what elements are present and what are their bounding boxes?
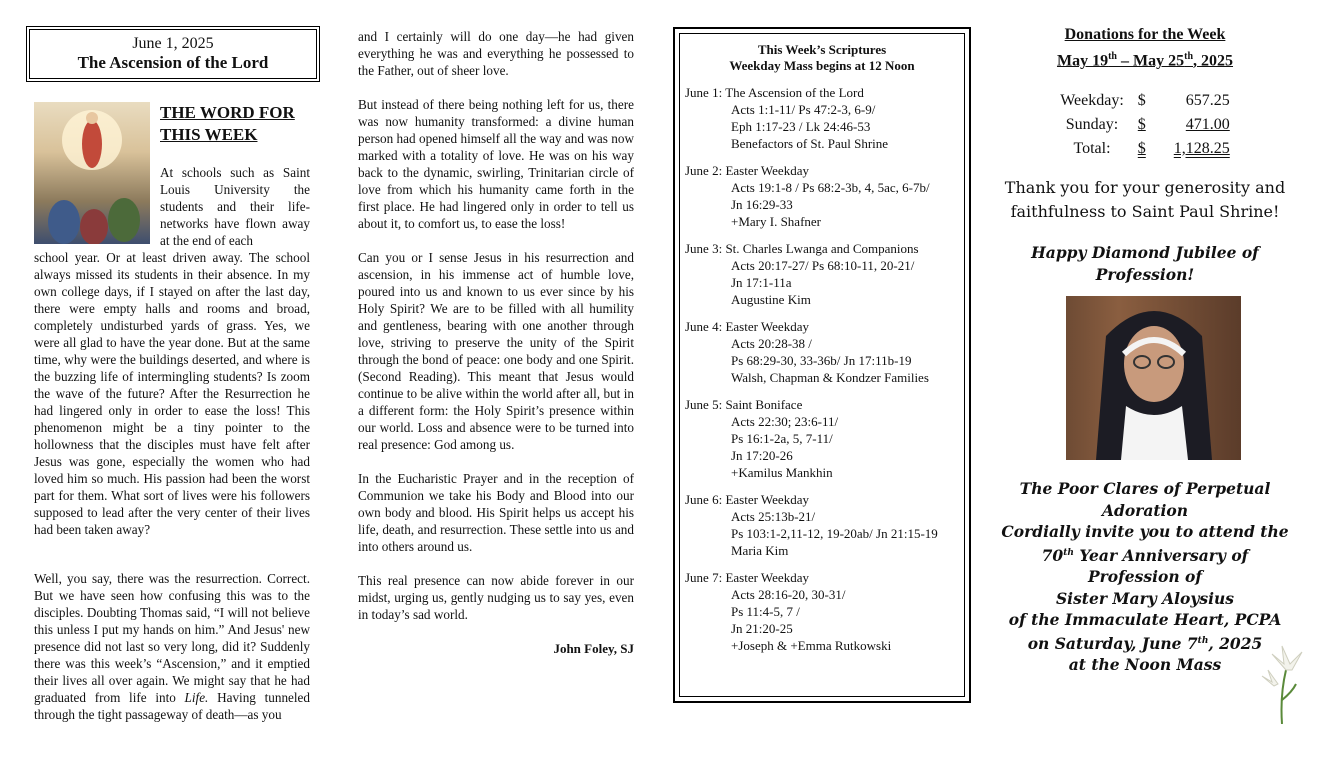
- scriptures-inner: [679, 33, 965, 697]
- scripture-reading: Acts 22:30; 23:6-11/: [731, 414, 839, 429]
- sister-photo: [1066, 296, 1241, 460]
- row-amount: 471.00: [1185, 116, 1230, 134]
- lily-flower-icon: [1252, 640, 1310, 724]
- invite-line: at the Noon Mass: [1068, 655, 1222, 675]
- word-heading: [160, 102, 295, 146]
- scripture-reading: +Mary I. Shafner: [731, 214, 821, 229]
- row-amount: 1,128.25: [1173, 140, 1230, 158]
- scripture-reading: Walsh, Chapman & Kondzer Families: [731, 370, 929, 385]
- scripture-reading: Maria Kim: [731, 543, 789, 558]
- scripture-reading: Jn 16:29-33: [731, 197, 793, 212]
- date-header: [26, 26, 324, 82]
- donation-row: [1054, 114, 1236, 136]
- row-currency: $: [1137, 116, 1146, 134]
- article-paragraph: In the Eucharistic Prayer and in the reception of Communion we take his Body and Blood into our own body and blood. His Spirit helps us accept his life, death, and resurrection. These settle into us and into others around us.: [358, 471, 634, 554]
- invite-line: Sister Mary Aloysius: [1055, 588, 1235, 608]
- scripture-reading: Ps 103:1-2,11-12, 19-20ab/ Jn 21:15-19: [731, 526, 938, 541]
- article-life-word: Life.: [184, 690, 209, 705]
- scripture-reading: Jn 17:20-26: [731, 448, 793, 463]
- donation-row: [1054, 90, 1236, 112]
- scripture-reading: Jn 17:1-11a: [731, 275, 792, 290]
- scriptures-title: [680, 42, 964, 74]
- scripture-day: [680, 569, 964, 654]
- donations-table: [1052, 88, 1238, 162]
- row-label: Sunday:: [1065, 116, 1119, 134]
- row-label: Weekday:: [1060, 92, 1124, 110]
- author-signature: John Foley, SJ: [553, 641, 634, 656]
- article-body-2a: Well, you say, there was the resurrection. Correct. But we have seen how confusing this was to the disciples. Doubting Thomas said, “I will not believe this unless I put my hands on him.” And Jesus' new presence did not last so very long, did it? Suddenly there was this week’s “Ascension,” and it emptied their lives all over again. We might say that he had graduated from life into: [34, 571, 310, 705]
- article-paragraph: This real presence can now abide forever in our midst, urging us, gently nudging us to say yes, even in today’s sad world.: [358, 573, 634, 622]
- invite-line: on Saturday, June 7th, 2025: [1027, 633, 1263, 653]
- row-amount: 657.25: [1185, 92, 1230, 110]
- date-box: [26, 26, 320, 82]
- donation-row: [1054, 138, 1236, 160]
- article-paragraph: But instead of there being nothing left for us, there was now humanity transformed: a divine human person had opened himself all the way and was now marked with a totality of love. He was on his way back to the dynamic, swirling, Trinitarian circle of love from which his humanity came forth in the first place. He had lingered only in order to tell us about it, to comfort us, to ease the loss!: [358, 97, 634, 231]
- scripture-reading: Acts 19:1-8 / Ps 68:2-3b, 4, 5ac, 6-7b/: [731, 180, 930, 195]
- invite-line: Cordially invite you to attend the: [1001, 522, 1289, 541]
- scriptures-heading: This Week’s Scriptures: [757, 42, 887, 57]
- article-paragraph: and I certainly will do one day—he had given everything he was and everything he possessed to the Father, out of sheer love.: [358, 29, 634, 78]
- row-currency: $: [1137, 140, 1146, 158]
- scripture-day-heading: June 3: St. Charles Lwanga and Companions: [685, 241, 919, 256]
- scripture-reading: Jn 21:20-25: [731, 621, 793, 636]
- invite-line: The Poor Clares of Perpetual Adoration: [1019, 479, 1271, 520]
- scriptures-subheading: Weekday Mass begins at 12 Noon: [729, 58, 915, 73]
- scripture-reading: Acts 28:16-20, 30-31/: [731, 587, 846, 602]
- scripture-day-heading: June 7: Easter Weekday: [685, 570, 809, 585]
- scripture-day: [680, 491, 964, 559]
- scripture-reading: Acts 20:17-27/ Ps 68:10-11, 20-21/: [731, 258, 915, 273]
- scripture-day-heading: June 6: Easter Weekday: [685, 492, 809, 507]
- scripture-days: [680, 84, 964, 654]
- scripture-reading: Augustine Kim: [731, 292, 811, 307]
- scripture-day: [680, 318, 964, 386]
- scripture-reading: Eph 1:17-23 / Lk 24:46-53: [731, 119, 871, 134]
- row-currency: $: [1137, 92, 1146, 110]
- scripture-reading: Ps 11:4-5, 7 /: [731, 604, 800, 619]
- scripture-reading: +Kamilus Mankhin: [731, 465, 833, 480]
- article-body-1: school year. Or at least driven away. The school always missed its students in their absence. In my own college days, if I stayed on after the last day, there were empty halls and rooms and broad, completely undisturbed yards of grass. Yes, we were all glad to have the year done. But at the same time, why were the buildings deserted, and where is the buzzing life of intermingling students? Is zoom the wave of the future? After the Resurrection he had lingered only in order to ease the loss! This phenomenon might be a tiny pointer to the hollowness that the disciples must have felt after Jesus was gone, especially the women who had loved him so much. His passion had been the worst part for them. What sort of lives were his followers supposed to lead after the very center of their lives had been taken away?: [34, 250, 310, 537]
- thank-you-note: Thank you for your generosity and faithfulness to Saint Paul Shrine!: [1004, 178, 1286, 222]
- scripture-day-heading: June 5: Saint Boniface: [685, 397, 803, 412]
- article-intro: At schools such as Saint Louis University the students and their life-networks have flown away at the end of each: [160, 165, 310, 248]
- donations-title: Donations for the Week: [1064, 26, 1226, 43]
- invite-line: 70th Year Anniversary of Profession of: [1041, 545, 1249, 587]
- scripture-day: [680, 396, 964, 481]
- scripture-day: [680, 162, 964, 230]
- scripture-reading: Acts 1:1-11/ Ps 47:2-3, 6-9/: [731, 102, 876, 117]
- row-label: Total:: [1073, 140, 1111, 158]
- word-heading-line1: THE WORD FOR: [160, 103, 295, 122]
- bulletin-date: June 1, 2025: [132, 35, 214, 52]
- scripture-reading: +Joseph & +Emma Rutkowski: [731, 638, 892, 653]
- donations-column: [990, 24, 1300, 286]
- article-paragraph: Can you or I sense Jesus in his resurrection and ascension, in his immense act of humble love, poured into us and known to us ever since by his Holy Spirit? We are to be filled with all humility and gentleness, bearing with one another through love, striving to preserve the unity of the Spirit through the bond of peace: one body and one Spirit. (Second Reading). This meant that Jesus would continue to be alive within the world after all, but in a different form: the Holy Spirit’s presence within our world. Loss and absence were to be turned into real presence: God among us.: [358, 250, 634, 452]
- scripture-reading: Benefactors of St. Paul Shrine: [731, 136, 889, 151]
- scripture-reading: Ps 16:1-2a, 5, 7-11/: [731, 431, 833, 446]
- word-heading-line2: THIS WEEK: [160, 125, 258, 144]
- scripture-day: [680, 240, 964, 308]
- invitation: [1000, 478, 1290, 676]
- scripture-reading: Ps 68:29-30, 33-36b/ Jn 17:11b-19: [731, 353, 912, 368]
- ascension-painting: [34, 102, 150, 244]
- scripture-day-heading: June 1: The Ascension of the Lord: [685, 85, 864, 100]
- scripture-day-heading: June 4: Easter Weekday: [685, 319, 809, 334]
- jubilee-heading: Happy Diamond Jubilee of Profession!: [1031, 243, 1259, 285]
- donations-range: May 19th – May 25th, 2025: [1056, 51, 1234, 70]
- scripture-reading: Acts 20:28-38 /: [731, 336, 812, 351]
- scriptures-box: [673, 27, 971, 703]
- scripture-day: [680, 84, 964, 152]
- scripture-day-heading: June 2: Easter Weekday: [685, 163, 809, 178]
- feast-title: The Ascension of the Lord: [77, 53, 269, 72]
- article-column-2: [358, 28, 634, 657]
- invite-line: of the Immaculate Heart, PCPA: [1008, 610, 1282, 630]
- scripture-reading: Acts 25:13b-21/: [731, 509, 816, 524]
- article-body-2b: Having tunneled through the tight passageway of death—as you: [34, 690, 311, 722]
- article-body-2: [34, 570, 310, 723]
